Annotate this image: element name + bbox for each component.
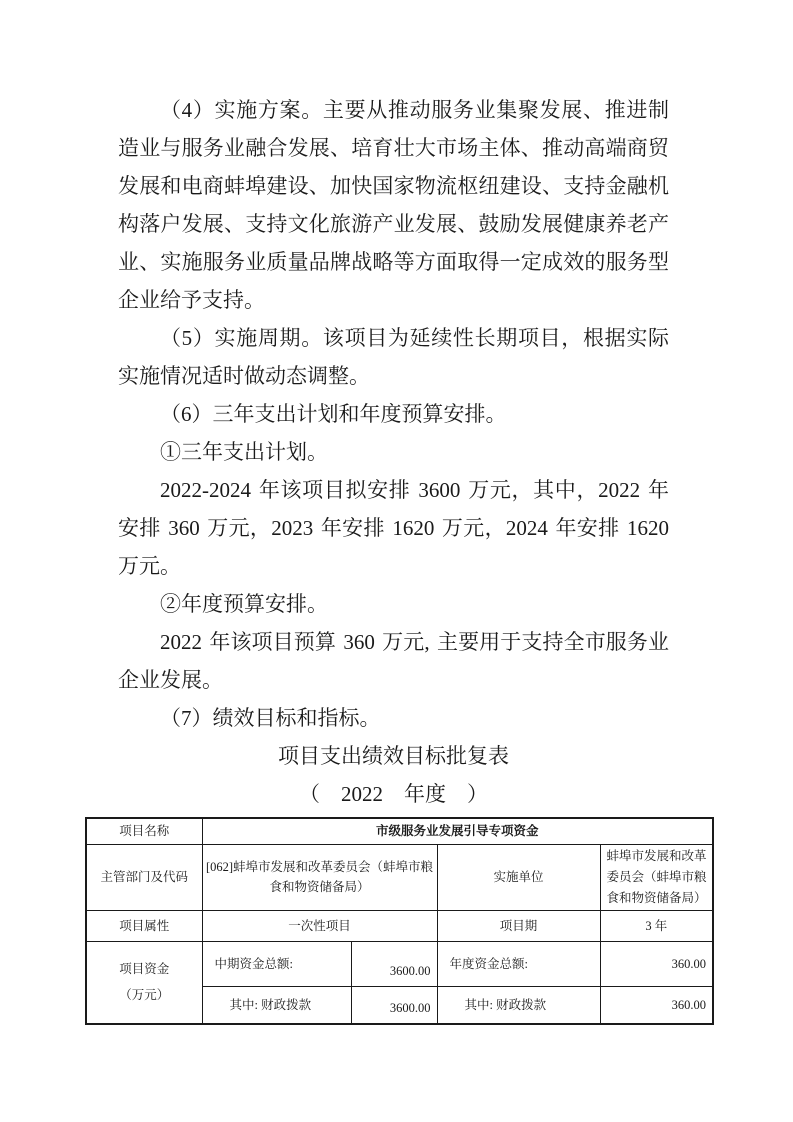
cell-project-period-value: 3 年 [600,910,713,941]
cell-department-value: [062]蚌埠市发展和改革委员会（蚌埠市粮食和物资储备局） [202,844,437,910]
project-fund-label-line1: 项目资金 [119,962,170,977]
paragraph-annual-budget-sub: ②年度预算安排。 [160,592,328,616]
cell-annual-total-value: 360.00 [600,941,713,986]
cell-annual-fiscal-value: 360.00 [600,986,713,1024]
paragraph-implementation-period: （5）实施周期。该项目为延续性长期项目，根据实际实施情况适时做动态调整。 [118,326,669,388]
cell-project-attribute-value: 一次性项目 [202,910,437,941]
table-title: 项目支出绩效目标批复表 [278,744,509,768]
cell-department-label: 主管部门及代码 [86,844,202,910]
cell-project-attribute-label: 项目属性 [86,910,202,941]
cell-project-name-label: 项目名称 [86,818,202,844]
table-row-project-name [86,818,713,844]
paragraph-three-year-plan-sub: ①三年支出计划。 [160,440,328,464]
cell-implementing-unit-label: 实施单位 [437,844,600,910]
project-fund-label-line2: （万元） [119,988,170,1003]
cell-implementing-unit-value: 蚌埠市发展和改革委员会（蚌埠市粮食和物资储备局） [600,844,713,910]
cell-mid-term-total-value: 3600.00 [351,941,437,986]
paragraph-three-year-plan-heading: （6）三年支出计划和年度预算安排。 [160,402,507,426]
cell-mid-term-fiscal-value: 3600.00 [351,986,437,1024]
paragraph-performance-heading: （7）绩效目标和指标。 [160,706,381,730]
cell-annual-fiscal-label: 其中: 财政拨款 [437,986,600,1024]
table-row-fund-totals [86,941,713,986]
cell-mid-term-total-label: 中期资金总额: [202,941,351,986]
table-row-attribute [86,910,713,941]
table-subtitle: （ 2022 年度 ） [299,782,488,806]
cell-project-fund-label [86,941,202,1024]
cell-project-name-value: 市级服务业发展引导专项资金 [202,818,713,844]
paragraph-annual-budget-amount: 2022 年该项目预算 360 万元, 主要用于支持全市服务业企业发展。 [118,630,669,692]
cell-project-period-label: 项目期 [437,910,600,941]
cell-annual-total-label: 年度资金总额: [437,941,600,986]
table-row-department [86,844,713,910]
document-body [118,91,669,813]
paragraph-implementation-plan: （4）实施方案。主要从推动服务业集聚发展、推进制造业与服务业融合发展、培育壮大市场主体、推动高端商贸发展和电商蚌埠建设、加快国家物流枢纽建设、支持金融机构落户发展、支持文化旅游产业发展、鼓励发展健康养老产业、实施服务业质量品牌战略等方面取得一定成效的服务型企业给予支持。 [118,98,669,312]
performance-target-approval-table [85,817,714,1025]
paragraph-three-year-amounts: 2022-2024 年该项目拟安排 3600 万元，其中，2022 年安排 360 万元，2023 年安排 1620 万元，2024 年安排 1620 万元。 [118,478,669,578]
cell-mid-term-fiscal-label: 其中: 财政拨款 [202,986,351,1024]
